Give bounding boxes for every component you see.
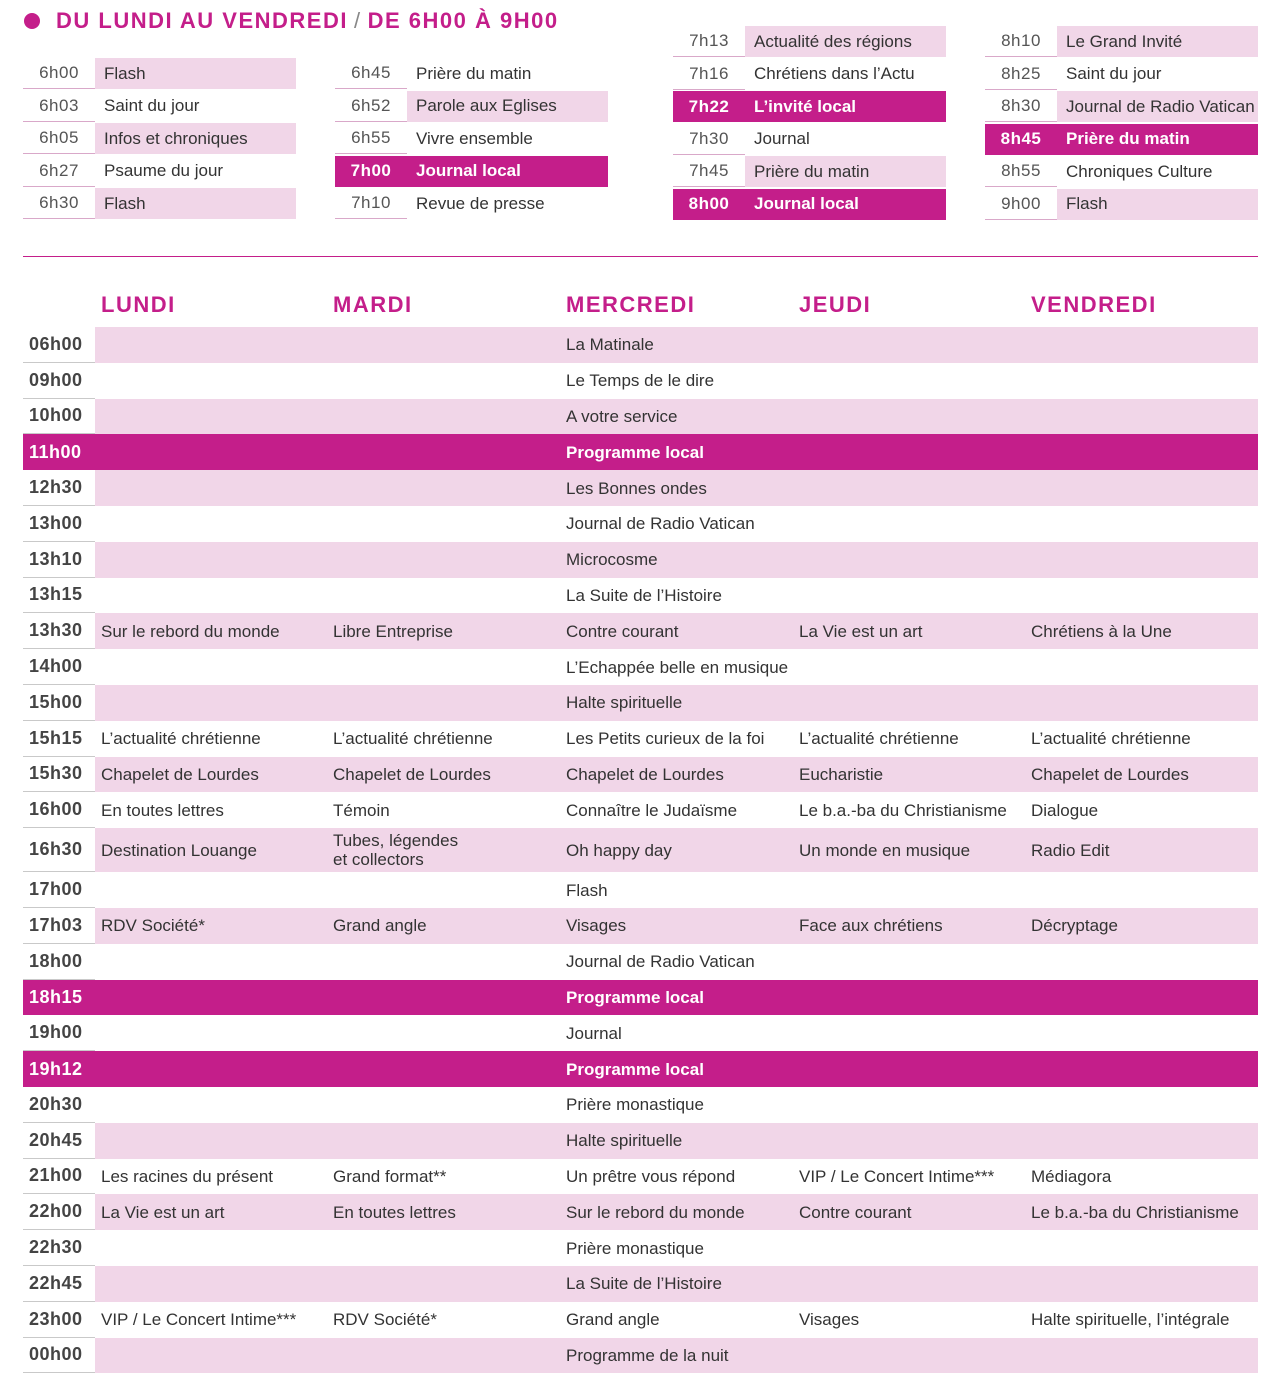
schedule-row-body [95,685,1258,721]
program-lundi: Les racines du présent [101,1166,273,1186]
program-mardi: Libre Entreprise [333,621,454,641]
morning-time: 6h30 [23,188,95,219]
schedule-row-body [95,1159,1258,1195]
schedule-time: 12h30 [23,470,95,506]
schedule-row-body [95,434,1258,470]
program-all-days: Programme local [566,442,704,462]
program-all-days: Le Temps de le dire [566,371,715,391]
morning-row [23,91,296,122]
schedule-row-body [95,980,1258,1016]
program-jeudi: Un monde en musique [799,840,971,860]
schedule-row-body [95,1338,1258,1374]
schedule-row [23,613,1258,649]
header-title-days: DU LUNDI AU VENDREDI [56,8,348,33]
schedule-row-body [95,613,1258,649]
program-vendredi: L’actualité chrétienne [1031,729,1191,749]
morning-row [23,188,296,219]
morning-row [335,156,608,187]
program-all-days: La Suite de l’Histoire [566,1274,722,1294]
morning-program: Saint du jour [1066,64,1162,84]
morning-time: 6h03 [23,91,95,122]
program-vendredi: Le b.a.-ba du Christianisme [1031,1202,1239,1222]
schedule-row-body [95,470,1258,506]
morning-program: Prière du matin [416,63,532,83]
morning-program: Prière du matin [1057,124,1258,155]
program-lundi: En toutes lettres [101,800,224,820]
morning-program: Psaume du jour [104,161,224,181]
schedule-row-body [95,399,1258,435]
schedule-row-body [95,363,1258,399]
schedule-row [23,1087,1258,1123]
program-all-days: Flash [566,880,608,900]
schedule-row [23,470,1258,506]
morning-program: Journal local [407,156,608,187]
morning-row [335,123,608,154]
day-header-mercredi: MERCREDI [566,292,696,317]
day-header-mardi: MARDI [333,292,413,317]
schedule-row-body [95,542,1258,578]
morning-row [23,58,296,89]
schedule-row [23,649,1258,685]
morning-program: Parole aux Eglises [407,91,608,122]
morning-column [673,26,946,222]
schedule-row [23,757,1258,793]
schedule-row [23,1338,1258,1374]
day-header-lundi: LUNDI [101,292,176,317]
schedule-time: 09h00 [23,363,95,399]
morning-row [985,91,1258,122]
morning-program: Journal de Radio Vatican [1057,91,1258,122]
morning-program: Flash [1057,189,1258,220]
program-mardi: En toutes lettres [333,1202,456,1222]
program-lundi: L’actualité chrétienne [101,729,261,749]
program-all-days: Prière monastique [566,1238,704,1258]
program-vendredi: Halte spirituelle, l’intégrale [1031,1310,1230,1330]
program-mardi: Chapelet de Lourdes [333,764,491,784]
schedule-row-body [95,908,1258,944]
schedule-time: 15h00 [23,685,95,721]
schedule-time: 22h00 [23,1194,95,1230]
morning-program: Infos et chroniques [95,123,296,154]
morning-program: Flash [95,58,296,89]
schedule-time: 13h10 [23,542,95,578]
program-lundi: La Vie est un art [101,1202,225,1222]
schedule-row [23,578,1258,614]
program-mercredi: Sur le rebord du monde [566,1202,745,1222]
morning-time: 6h52 [335,91,407,122]
schedule-row-body [95,828,1258,872]
program-all-days: Journal [566,1023,622,1043]
schedule-row-body [95,1230,1258,1266]
program-mercredi: Un prêtre vous répond [566,1166,736,1186]
morning-time: 7h30 [673,124,745,155]
schedule-row [23,980,1258,1016]
schedule-time: 15h15 [23,721,95,757]
schedule-row-body [95,721,1258,757]
schedule-row-body [95,1266,1258,1302]
schedule-row-body [95,506,1258,542]
schedule-time: 00h00 [23,1338,95,1374]
program-all-days: Journal de Radio Vatican [566,952,755,972]
schedule-time: 16h30 [23,828,95,872]
morning-row [673,156,946,187]
schedule-row-body [95,1194,1258,1230]
program-vendredi: Chrétiens à la Une [1031,621,1172,641]
header-separator: / [353,8,362,33]
morning-time: 6h05 [23,123,95,154]
schedule-time: 23h00 [23,1302,95,1338]
morning-program: Chroniques Culture [1066,161,1213,181]
schedule-row [23,1266,1258,1302]
morning-time: 8h25 [985,59,1057,90]
program-all-days: Programme de la nuit [566,1345,729,1365]
section-divider [23,256,1258,257]
schedule-row [23,685,1258,721]
schedule-time: 06h00 [23,327,95,363]
program-jeudi: Eucharistie [799,764,884,784]
schedule-time: 16h00 [23,792,95,828]
bullet-dot-icon [24,13,40,29]
morning-row [673,189,946,220]
morning-row [985,124,1258,155]
morning-time: 7h00 [335,156,407,187]
program-vendredi: Médiagora [1031,1166,1112,1186]
schedule-time: 10h00 [23,399,95,435]
schedule-time: 17h03 [23,908,95,944]
morning-row [985,156,1258,187]
morning-time: 6h27 [23,156,95,187]
schedule-time: 18h15 [23,980,95,1016]
schedule-row [23,1159,1258,1195]
morning-column [335,58,608,221]
header-title-hours: DE 6H00 À 9H00 [367,8,559,33]
program-lundi: VIP / Le Concert Intime*** [101,1310,297,1330]
morning-row [985,59,1258,90]
morning-row [335,91,608,122]
morning-row [673,26,946,57]
schedule-row-body [95,944,1258,980]
morning-time: 6h00 [23,58,95,89]
program-mercredi: Contre courant [566,621,679,641]
morning-time: 8h30 [985,91,1057,122]
schedule-row [23,399,1258,435]
morning-column [23,58,296,221]
morning-time: 7h13 [673,26,745,57]
program-mercredi: Connaître le Judaïsme [566,800,738,820]
schedule-time: 22h45 [23,1266,95,1302]
schedule-row [23,434,1258,470]
schedule-row-body [95,872,1258,908]
program-lundi: Chapelet de Lourdes [101,764,259,784]
program-lundi: Sur le rebord du monde [101,621,280,641]
schedule-time: 13h00 [23,506,95,542]
day-headers [0,292,1278,322]
schedule-row [23,1194,1258,1230]
header-title [56,8,559,34]
program-jeudi: Contre courant [799,1202,912,1222]
morning-row [335,58,608,89]
program-mardi: Grand angle [333,916,427,936]
schedule-time: 22h30 [23,1230,95,1266]
program-all-days: Halte spirituelle [566,693,683,713]
morning-program: Flash [95,188,296,219]
day-header-vendredi: VENDREDI [1031,292,1157,317]
morning-program: Vivre ensemble [416,128,533,148]
schedule-row-body [95,1051,1258,1087]
morning-row [23,156,296,187]
program-jeudi: Face aux chrétiens [799,916,943,936]
program-mardi: Témoin [333,800,390,820]
program-all-days: Journal de Radio Vatican [566,514,755,534]
program-mardi: RDV Société* [333,1310,437,1330]
program-mardi: Grand format** [333,1166,447,1186]
schedule-row [23,944,1258,980]
program-jeudi: L’actualité chrétienne [799,729,959,749]
schedule-time: 20h45 [23,1123,95,1159]
morning-program: Saint du jour [104,96,200,116]
morning-time: 9h00 [985,189,1057,220]
schedule-row-body [95,757,1258,793]
morning-time: 8h00 [673,189,745,220]
schedule-row [23,1015,1258,1051]
program-mercredi: Les Petits curieux de la foi [566,729,765,749]
schedule-row-body [95,1123,1258,1159]
morning-time: 8h55 [985,156,1057,187]
morning-row [673,59,946,90]
schedule-time: 17h00 [23,872,95,908]
program-jeudi: Visages [799,1310,860,1330]
schedule-time: 15h30 [23,757,95,793]
day-header-jeudi: JEUDI [799,292,872,317]
schedule-row [23,506,1258,542]
program-vendredi: Décryptage [1031,916,1118,936]
morning-time: 7h10 [335,188,407,219]
morning-time: 6h55 [335,123,407,154]
weekly-schedule-grid [23,327,1258,1373]
schedule-row-body [95,1087,1258,1123]
program-mercredi: Grand angle [566,1310,660,1330]
morning-program: Actualité des régions [745,26,946,57]
morning-program: Revue de presse [416,193,545,213]
program-all-days: La Matinale [566,335,654,355]
morning-time: 7h16 [673,59,745,90]
morning-program: Journal [754,129,810,149]
morning-row [985,189,1258,220]
program-lundi: Destination Louange [101,840,257,860]
morning-row [23,123,296,154]
program-mardi: L’actualité chrétienne [333,729,493,749]
schedule-row [23,828,1258,872]
morning-program: Chrétiens dans l’Actu [754,64,915,84]
program-jeudi: VIP / Le Concert Intime*** [799,1166,995,1186]
schedule-row [23,1230,1258,1266]
schedule-row-body [95,578,1258,614]
program-jeudi: Le b.a.-ba du Christianisme [799,800,1007,820]
morning-column [985,26,1258,222]
morning-time: 8h10 [985,26,1057,57]
morning-row [673,124,946,155]
schedule-row [23,1123,1258,1159]
morning-time: 8h45 [985,124,1057,155]
schedule-row [23,542,1258,578]
morning-program: L’invité local [745,91,946,122]
schedule-time: 11h00 [23,434,95,470]
schedule-row [23,908,1258,944]
program-all-days: Microcosme [566,550,658,570]
program-mercredi: Oh happy day [566,840,672,860]
schedule-time: 13h30 [23,613,95,649]
program-mercredi: Chapelet de Lourdes [566,764,724,784]
morning-program: Le Grand Invité [1057,26,1258,57]
schedule-row-body [95,1302,1258,1338]
program-all-days: Halte spirituelle [566,1131,683,1151]
program-lundi: RDV Société* [101,916,205,936]
program-mercredi: Visages [566,916,627,936]
schedule-time: 18h00 [23,944,95,980]
program-all-days: Programme local [566,1059,704,1079]
schedule-header [24,6,559,36]
schedule-row [23,872,1258,908]
program-all-days: La Suite de l’Histoire [566,585,722,605]
schedule-row [23,721,1258,757]
schedule-row [23,1302,1258,1338]
program-vendredi: Dialogue [1031,800,1099,820]
schedule-time: 21h00 [23,1159,95,1195]
schedule-time: 20h30 [23,1087,95,1123]
morning-row [673,91,946,122]
morning-program: Journal local [745,189,946,220]
schedule-row [23,1051,1258,1087]
schedule-row [23,327,1258,363]
schedule-time: 13h15 [23,578,95,614]
schedule-row-body [95,1015,1258,1051]
program-all-days: Programme local [566,987,704,1007]
morning-row [335,188,608,219]
morning-time: 7h22 [673,91,745,122]
schedule-row-body [95,327,1258,363]
schedule-row [23,792,1258,828]
schedule-row-body [95,792,1258,828]
schedule-row [23,363,1258,399]
program-jeudi: La Vie est un art [799,621,923,641]
program-vendredi: Radio Edit [1031,840,1110,860]
program-all-days: A votre service [566,406,678,426]
schedule-time: 14h00 [23,649,95,685]
program-all-days: Prière monastique [566,1095,704,1115]
morning-program: Prière du matin [745,156,946,187]
schedule-time: 19h12 [23,1051,95,1087]
program-mardi: Tubes, légendes et collectors [333,831,459,870]
program-vendredi: Chapelet de Lourdes [1031,764,1189,784]
morning-time: 6h45 [335,58,407,89]
schedule-row-body [95,649,1258,685]
morning-row [985,26,1258,57]
schedule-time: 19h00 [23,1015,95,1051]
program-all-days: Les Bonnes ondes [566,478,707,498]
program-all-days: L’Echappée belle en musique [566,657,789,677]
morning-time: 7h45 [673,156,745,187]
